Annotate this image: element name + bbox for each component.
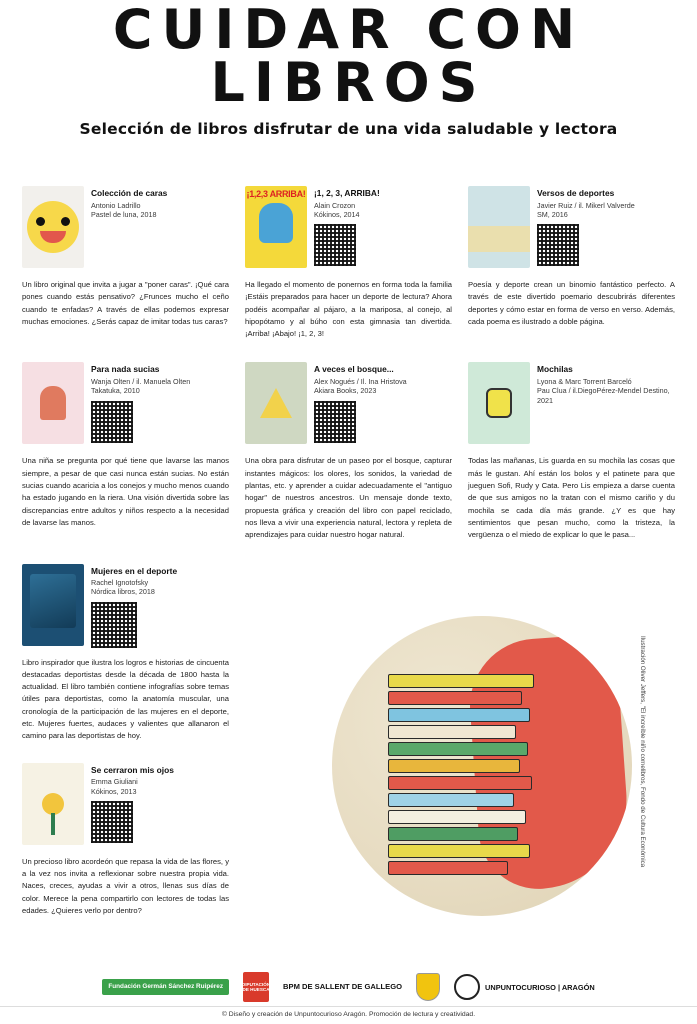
books-row bbox=[14, 186, 683, 340]
book-card-mujeres-en-el-deporte bbox=[14, 564, 237, 743]
illustration-book-eater bbox=[332, 616, 632, 916]
book-meta bbox=[91, 362, 229, 442]
book-publisher: Kókinos, 2013 bbox=[91, 786, 137, 796]
book-meta bbox=[537, 362, 675, 405]
book-card-para-nada-sucias bbox=[14, 362, 237, 541]
book-header bbox=[22, 362, 229, 448]
book-author: Alex Nogués / Il. Ina Hristova bbox=[314, 376, 407, 386]
book-cover-image bbox=[468, 362, 530, 444]
qr-code[interactable] bbox=[91, 602, 137, 648]
book-author: Lyona & Marc Torrent Barceló bbox=[537, 376, 632, 386]
book-header bbox=[468, 362, 675, 448]
logo-diputacion-de-huesca bbox=[243, 972, 269, 1002]
book-description: Ha llegado el momento de ponernos en forma toda la familia ¡Estáis preparados para hacer un deporte de lectura? Ahora podéis acompañar al pájaro, a la mariposa, al conejo, al hipopótamo y al búho con esta gimnasia tan divertida. ¡Arriba! ¡Abajo! ¡1, 2, 3! bbox=[245, 280, 452, 339]
qr-code[interactable] bbox=[537, 224, 579, 266]
logo-bpm-label: BPM DE SALLENT DE GALLEGO bbox=[283, 982, 403, 992]
logo-fundacion-german-sanchez-ruiperez bbox=[102, 979, 229, 995]
book-publisher: Pau Clua / il.DiegoPérez-Mendel Destino, 2021 bbox=[537, 386, 670, 405]
book-publisher: Takatuka, 2010 bbox=[91, 386, 140, 396]
book-title: Versos de deportes bbox=[537, 188, 615, 198]
book-title: Para nada sucias bbox=[91, 364, 160, 375]
page-title-line-1: CUIDAR CON bbox=[112, 0, 585, 61]
logo-ayuntamiento-escudo bbox=[416, 973, 440, 1001]
books-row bbox=[14, 362, 683, 541]
page-subtitle: Selección de libros disfrutar de una vida saludable y lectora bbox=[79, 119, 618, 138]
qr-code[interactable] bbox=[91, 801, 133, 843]
book-title: A veces el bosque... bbox=[314, 364, 394, 375]
book-card-a-veces-el-bosque bbox=[237, 362, 460, 541]
book-meta bbox=[91, 186, 229, 219]
face-icon bbox=[27, 201, 79, 253]
book-cover-image bbox=[22, 763, 84, 845]
book-description: Un precioso libro acordeón que repasa la vida de las flores, y a la vez nos invita a reflexionar sobre nuestra propia vida. Naces, creces, ayudas a vivir a otros, llenas sus días de color. Merece la pena compartirlo con lectores de todas las edades. ¿Quieres verlo por dentro? bbox=[22, 856, 229, 915]
book-title: ¡1, 2, 3, ARRIBA! bbox=[314, 188, 380, 198]
book-author: Rachel Ignotofsky bbox=[91, 578, 149, 588]
logo-diputacion-label: DIPUTACIÓN DE HUESCA bbox=[243, 972, 269, 1002]
book-description: Una obra para disfrutar de un paseo por el bosque, capturar instantes mágicos: los olores, los sonidos, la variedad de plantas, etc. y aprender a cuidar adecuadamente el "antiguo hogar" de nuestros ancestros. Un mensaje donde texto, propuesta gráfica y creación del libro con papel reciclado, nos lleva a vivir una experiencia natural, lectora y repleta de aprendizajes para cuidar nuestro hogar natural. bbox=[245, 456, 452, 540]
book-author: Antonio Ladrillo bbox=[91, 200, 141, 210]
book-cover-image: ¡1,2,3 ARRIBA! bbox=[245, 186, 307, 268]
book-cover-image bbox=[22, 186, 84, 268]
book-publisher: Kókinos, 2014 bbox=[314, 209, 360, 219]
book-card-coleccion-de-caras bbox=[14, 186, 237, 340]
logo-unpuntocurioso-label: UNPUNTOCURIOSO | ARAGÓN bbox=[485, 982, 595, 992]
book-title: Mujeres en el deporte bbox=[91, 565, 178, 576]
book-cover-image bbox=[468, 186, 530, 268]
book-title: Mochilas bbox=[537, 364, 573, 375]
book-author: Wanja Olten / il. Manuela Olten bbox=[91, 376, 191, 386]
shield-icon bbox=[416, 973, 440, 1001]
qr-code[interactable] bbox=[91, 401, 133, 443]
book-card-123-arriba bbox=[237, 186, 460, 340]
copyright-text: © Diseño y creación de Unpuntocurioso Aragón. Promoción de lectura y creatividad. bbox=[0, 1006, 697, 1024]
logo-unpuntocurioso-aragon bbox=[454, 974, 595, 1000]
qr-code[interactable] bbox=[314, 401, 356, 443]
book-author: Javier Ruiz / il. Mikerl Valverde bbox=[537, 200, 635, 210]
circle-icon bbox=[454, 974, 480, 1000]
book-cover-image bbox=[22, 362, 84, 444]
book-card-mochilas bbox=[460, 362, 683, 541]
book-description: Una niña se pregunta por qué tiene que lavarse las manos siempre, a pesar de que casi nunca están sucias. No están sucias cuando acaricia a los conejos y mucho menos cuando ha estado jugando en la riera. Una visión divertida sobre las discrepancias entre adultos y niños respecto a la necesidad de lavarse las manos. bbox=[22, 456, 229, 527]
book-description: Poesía y deporte crean un binomio fantástico perfecto. A través de este divertido poemario descubrirás diferentes deportes y cómo estar en forma de verso en verso. Además, cada poema es ilustrado a doble página. bbox=[468, 280, 675, 326]
sponsor-logos bbox=[0, 966, 697, 1006]
book-card-versos-de-deportes bbox=[460, 186, 683, 340]
book-header bbox=[245, 362, 452, 448]
book-card-se-cerraron-mis-ojos bbox=[14, 763, 237, 917]
book-cover-image bbox=[22, 564, 84, 646]
book-description: Libro inspirador que ilustra los logros e historias de cincuenta destacadas deportistas desde la década de 1800 hasta la actualidad. El libro también contiene infografías sobre temas útiles para deportistas, como la anatomía muscular, una cronología de la participación de las mujeres en el deporte, etc. Mujeres fuertes, audaces y valientes que allanaron el camino para las deportistas de hoy. bbox=[22, 657, 229, 741]
book-header bbox=[22, 763, 229, 849]
page-title-line-2: LIBROS bbox=[210, 50, 487, 114]
book-publisher: SM, 2016 bbox=[537, 209, 568, 219]
illustration-book-stack bbox=[388, 674, 538, 878]
book-header bbox=[468, 186, 675, 272]
book-meta bbox=[314, 186, 452, 266]
book-meta bbox=[314, 362, 452, 442]
book-title: Se cerraron mis ojos bbox=[91, 764, 174, 775]
book-publisher: Pastel de luna, 2018 bbox=[91, 209, 157, 219]
logo-fundacion-label: Fundación Germán Sánchez Ruipérez bbox=[102, 979, 229, 995]
book-header bbox=[22, 564, 229, 650]
book-cover-image bbox=[245, 362, 307, 444]
book-author: Alain Crozon bbox=[314, 200, 356, 210]
book-meta bbox=[91, 564, 229, 648]
book-meta bbox=[537, 186, 675, 266]
book-header bbox=[22, 186, 229, 272]
book-description: Un libro original que invita a jugar a "poner caras". ¡Qué cara pones cuando estás pensativo? ¿Frunces mucho el ceño cuando te enfadas? A través de ellas podemos expresar muchas emociones. ¿Serás capaz de imitar todas tus caras? bbox=[22, 280, 229, 326]
qr-code[interactable] bbox=[314, 224, 356, 266]
book-description: Todas las mañanas, Lis guarda en su mochila las cosas que más le gustan. Ahí están los bolos y el patinete para que jueguen Sofi, Rudy y Cata. Pero Lis empieza a darse cuenta de que sus amigos no la tratan con el mismo cariño y du mochila se cada día más grande. ¿Y es que hay sentimientos que pesan mucho, como la tristeza, la vergüenza o el miedo de explicar lo que le pasa... bbox=[468, 456, 675, 540]
book-header bbox=[245, 186, 452, 272]
book-meta bbox=[91, 763, 229, 843]
book-title: Colección de caras bbox=[91, 188, 168, 198]
illustration-credit: Ilustración Oliver Jeffers, "El increíble niño comelibros, Fondo de Cultura Económica bbox=[639, 636, 646, 868]
book-publisher: Akiara Books, 2023 bbox=[314, 386, 377, 396]
poster-header bbox=[0, 0, 697, 138]
poster-footer bbox=[0, 966, 697, 1024]
logo-bpm-sallent-de-gallego bbox=[283, 982, 402, 991]
book-author: Emma Giuliani bbox=[91, 777, 138, 787]
book-publisher: Nórdica libros, 2018 bbox=[91, 587, 155, 597]
